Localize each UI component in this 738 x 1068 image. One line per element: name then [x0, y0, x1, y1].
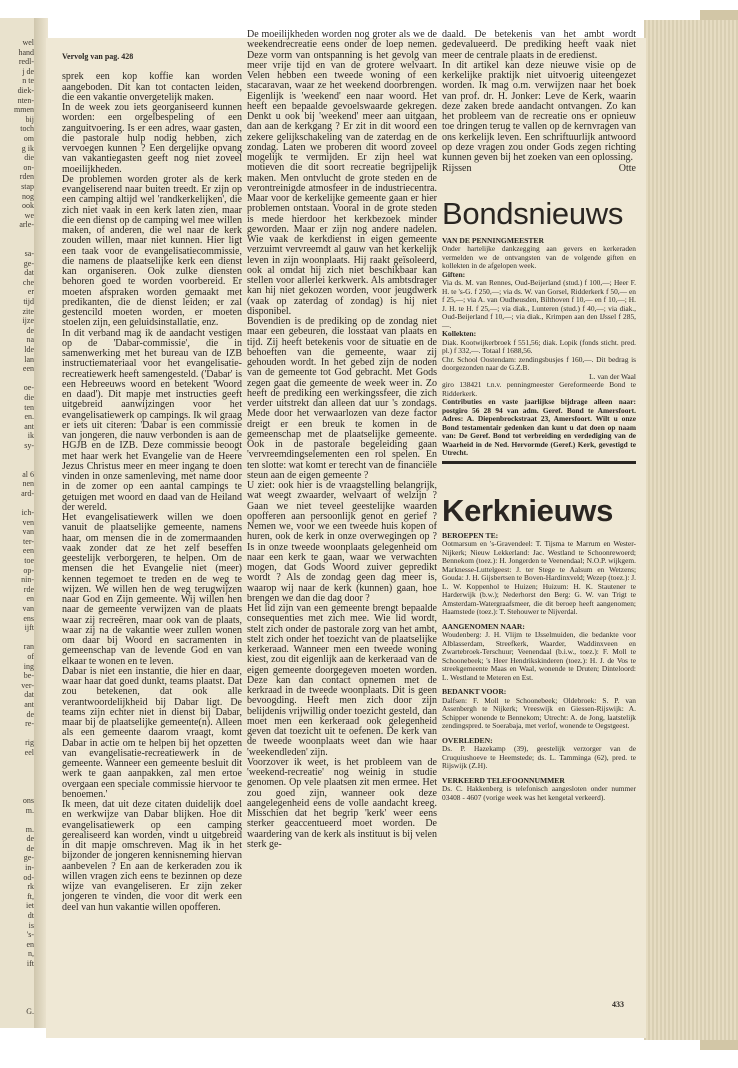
previous-page-fragment: G. [26, 1006, 34, 1016]
giften-label: Giften: [442, 269, 466, 279]
previous-page-fragment: ant [24, 699, 34, 709]
previous-page-fragment: ons [22, 795, 34, 805]
previous-page-fragment: od- [23, 872, 34, 882]
paragraph: Ik meen, dat uit deze citaten duidelijk doel en werkwijze van Dabar blijken. Hoe dit evangelisatiewerk op een camping gerealiseerd kan worden, vindt u uitgebreid in dit mapje omschreven. Mag ik in het bijzonder de jongeren kennisneming hiervan aanbevelen ? En aan de kerkeraden zou ik willen vragen zich eens te bezinnen op deze wijze van evangeliseren. Er zijn zeker jongeren te vinden, die voor dit werk een deel van hun vakantie willen opofferen. [62, 799, 242, 913]
article-signature [442, 164, 636, 174]
intro: Onder hartelijke dankzegging aan gevers en kerkeraden vermelden we de ontvangsten van de volgende giften en kollekten in de afgelopen week. [442, 244, 636, 270]
section-text: Ootmarsum en 's-Gravendeel: T. Tijsma te Marrum en Wester-Nijkerk; Nieuw Lekkerland: Jac. Westland te Schoonrewoerd; Bennekom (toez.): H. Jongerden te Veenendaal; N.O.P. wijkgem. Marknesse-Luttelgeest: J. ter Stege te Aalsum en Wetzens; Gouda: J. H. Gijsbertsen te Boven-Hardinxveld; Wezep (toez.): J. L. W. Koppenhol te Huizen; Huizum: H. K. Stautener te Harderwijk (b.w.); Nederhorst den Berg: G. W. van Trigt te Amsterdam-Watergraafsmeer, die dit beroep heeft aangenomen; Haamstede (toez.): T. Stehouwer te Nijverdal. [442, 539, 636, 616]
previous-page-fragment: dat [24, 690, 34, 700]
paragraph: De moeilijkheden worden nog groter als we de weekendrecreatie eens onder de loep nemen. Deze vorm van ontspanning is het gevolg van meer vrije tijd en van de grotere welvaart. Velen hebben een tweede woning of een stacaravan, waar ze het weekend doorbrengen. Eigenlijk is 'weekend' een naar woord. Het heeft een bepaalde gevoelswaarde gekregen. Denkt u ook bij 'weekend' meer aan uitgaan, dan aan de kerkgang ? Er zit in dit woord een zekere gelijkschakeling van de zaterdag en de zondag. Laten we proberen dit woord zoveel mogelijk te vermijden. Er zijn heel wat motieven die dit soort recreatie begrijpelijk maken. Men ontvlucht de grote steden en de verontreinigde atmosfeer in de industriecentra. Maar voor de kerkelijke gemeente gaan er hier problemen ontstaan. Vooral in de grote steden is mede hierdoor het kerkbezoek minder geworden. Maar er zijn nog andere nadelen. Wie vaak de kerkdienst in eigen gemeente verzuimt vervreemdt al gauw van het kerkelijk leven in zijn woonplaats. Hij raakt geïsoleerd, ook al omdat hij zich niet beschikbaar kan stellen voor allerlei kerkwerk. Als ambtsdrager kan hij niet gekozen worden, voor jeugdwerk (vaak op zaterdag of zondag) is hij niet disponibel. [247, 29, 437, 317]
section-heading: VERKEERD TELEFOONNUMMER [442, 775, 565, 785]
previous-page-fragment: om [23, 133, 34, 143]
previous-page-fragment: rig [25, 738, 34, 748]
paragraph: Dabar is niet een instantie, die hier en daar, waar haar dat goed dunkt, teams plaatst. Dat zou betekenen, dat ook alle verantwoordelijkheid bij Dabar ligt. De teams zijn echter niet in dienst bij Dabar, maar bij de plaatselijke gemeente(n). Alleen als een gemeente daarom vraagt, komt Dabar in actie om te helpen bij het opzetten van evangelisatie-recreatiewerk in de gemeente. Wanneer een gemeente besluit dit werk te gaan aanpakken, zal men ertoe overgaan een speciale commissie hiervoor te benoemen.' [62, 665, 242, 800]
previous-page-fragment: lan [24, 354, 34, 364]
kerknieuws-section [442, 532, 636, 803]
kollekten-label: Kollekten: [442, 329, 477, 338]
paragraph: sprek een kop koffie kan worden aangeboden. Dit kan tot contacten leiden, die een vakantie onvergetelijk maken. [62, 71, 242, 103]
previous-page-fragment: lde [24, 345, 34, 354]
paragraph: Bovendien is de prediking op de zondag niet maar een gebeuren, die losstaat van plaats en tijd. Zij heeft betekenis voor de situatie en de behoeften van die gemeente, waar zij gehouden wordt. In het gebed zijn de noden van de gemeente tot God gebracht. Met Gods zegen gaat die gemeente de week weer in. Zo heeft de prediking een werkingssfeer, die zich verder uitstrekt dan alleen dat uur 's zondags. Mede door het verwaarlozen van deze factor dreigt er een breuk te komen in de gemeenschap met de plaatselijke gemeente. Ook in de pastorale begeleiding gaan 'vervreemdingselementen een rol spelen. En ten slotte: wat komt er terecht van de financiële steun aan de eigen gemeente ? [247, 316, 437, 481]
previous-page-fragment: wel [22, 38, 34, 47]
previous-page-fragment: bij [25, 114, 34, 124]
previous-page-fragment: ge- [23, 258, 34, 268]
previous-page-fragment: sy- [24, 440, 34, 450]
divider-rule [442, 461, 636, 464]
previous-page-fragment: een [22, 364, 34, 374]
paragraph: Het lid zijn van een gemeente brengt bepaalde consequenties met zich mee. Wie lid wordt, stelt zich onder de pastorale zorg van het ambt, stelt zich onder het toezicht van de plaatselijke kerkeraad. Wanneer men een tweede woning kiest, zou dit eigenlijk aan de kerkeraad van de eigen gemeente doorgegeven moeten worden. Deze kan dan contact opnemen met de kerkraad in de tweede woonplaats. Dit is geen bevoogding. Heeft men zich door zijn belijdenis vrijwillig onder toezicht gesteld, dan moet men een kerkeraad ook gelegenheid geven dat toezicht uit te oefenen. De kerk van de tweede woonplaats weet dan wie haar 'weekendleden' zijn. [247, 603, 437, 758]
previous-page-fragment: dat [24, 268, 34, 278]
kerknieuws-heading: Kerknieuws [442, 492, 614, 528]
previous-page-fragment: diek- [17, 85, 34, 95]
section-heading: BEDANKT VOOR: [442, 687, 507, 696]
previous-page-fragment: ing [23, 661, 34, 671]
bondsnieuws-heading: Bondsnieuws [442, 195, 624, 231]
previous-page-fragment: ijze [22, 316, 34, 326]
previous-page-fragment: toe [24, 556, 34, 566]
treasurer-name: L. van der Waal [589, 371, 636, 381]
section-heading: BEROEPEN TE: [442, 530, 499, 540]
previous-page-fragment: che [22, 277, 34, 287]
kollekten-list: Diak. Kootwijkerbroek f 551,56; diak. Lopik (fonds sticht. pred. pl.) f 332,—. Totaal f 1688,56. [442, 337, 636, 355]
section-heading: AANGENOMEN NAAR: [442, 621, 525, 631]
previous-page-fragment: ran [23, 642, 34, 652]
previous-page-fragment: sa- [24, 249, 34, 259]
previous-page-fragment: en. [24, 412, 34, 422]
previous-page-fragment: redl- [18, 57, 34, 67]
previous-page-fragment: ft, [27, 891, 34, 901]
page-number: 433 [612, 1000, 624, 1009]
previous-page-fragment: na [26, 335, 34, 345]
giro-line: giro 138421 t.n.v. penningmeester Gereformeerde Bond te Ridderkerk. [442, 380, 636, 398]
previous-page-fragment: n, [28, 949, 34, 959]
previous-page-fragment: en [26, 594, 34, 604]
previous-page-fragment: al 6 [22, 469, 34, 479]
previous-page-fragment: de [26, 843, 34, 853]
paragraph: In dit verband mag ik de aandacht vestigen op de 'Dabar-commissie', die in samenwerking met het bureau van de IZB instructiemateriaal voor het evangelisatie-recreatiewerk heeft samengesteld. ('Dabar' is een Hebreeuws woord en betekent 'Woord en daad'). Dit mapje met instructies geeft uitgebreid aanwijzingen voor het evangelisatiewerk op campings. Ik wil graag er iets uit citeren: 'Dabar is een commissie van jongeren, die nauw verbonden is aan de HGJB en de IZB. Deze commissie beoogt met haar werk het Evangelie van de Heere Jezus Christus meer en meer ingang te doen vinden in onze samenleving, met name door in de zomer op een aantal campings te getuigen met woord en daad van de Heiland der wereld. [62, 327, 242, 513]
section-heading: OVERLEDEN: [442, 735, 493, 745]
previous-page-fragment: ven [22, 517, 34, 527]
previous-page-fragment: arle- [19, 220, 34, 230]
previous-page-fragment: nen [22, 479, 34, 489]
previous-page-fragment: be- [23, 671, 34, 681]
previous-page-fragment: on- [23, 162, 34, 172]
section-text: Woudenberg: J. H. Vlijm te IJsselmuiden, die bedankte voor Alblasserdam, Streefkerk, Waarder, Waddinxveen en Zwartebroek-Terschuur; Veenendaal (b.i.w., toez.): F. Moll te Schoonebeek; 's Heer Hendrikskinderen (toez.): H. J. de Vos te streekgemeente Maas en Waal, wonende te Druten; Dinteloord: L. Westland te Meteren en Est. [442, 630, 636, 682]
previous-page-fragment: ge- [23, 853, 34, 863]
previous-page-fragment: ten [24, 402, 34, 412]
previous-page-fragment: ens [23, 613, 34, 623]
previous-page-fragment: ijft [24, 623, 34, 633]
previous-page-fragment: die [24, 392, 34, 402]
school-gift: Chr. School Oostendam: zendingsbusjes f 160,—. Dit bedrag is doorgezonden naar de G.Z.B. [442, 354, 636, 372]
previous-page-fragment: ant [24, 421, 34, 431]
previous-page-fragment: nog [22, 191, 34, 201]
previous-page-fragment: m. [25, 824, 34, 834]
previous-page-fragment: ift [26, 959, 34, 968]
previous-page-fragment: 's- [26, 930, 34, 940]
previous-page-fragment: rde [23, 584, 34, 594]
previous-page-fragment: m. [25, 805, 34, 815]
previous-page-fragment: van [22, 527, 34, 537]
section-text: Ds. C. Hakkenberg is telefonisch aangesloten onder nummer 03408 - 4607 (vorige week was het kengetal verkeerd). [442, 784, 636, 802]
previous-page-fragment: hand [18, 47, 34, 57]
previous-page-fragment: j de [22, 66, 34, 76]
paragraph: In de week zou iets georganiseerd kunnen worden: een orgelbespeling of een zanguitvoering. Is er een adres, waar gasten, die pastorale hulp nodig hebben, zich vervoegen kunnen ? Een dergelijke opvang van vakantiegasten geeft nog niet zoveel moeilijkheden. [62, 102, 242, 175]
bondsnieuws-section [442, 237, 636, 464]
previous-page-fragment: de [26, 325, 34, 335]
previous-page-fragment: ich- [21, 508, 34, 518]
previous-page-fragment: eel [24, 747, 34, 757]
article-column-3 [442, 30, 636, 802]
previous-page-fragment: mmen [14, 105, 34, 115]
previous-page-fragment: oe- [23, 383, 34, 393]
page-stack-edges [644, 20, 738, 1040]
previous-page-fragment: is [28, 920, 34, 930]
paragraph: In dit artikel kan deze nieuwe visie op de kerkelijke praktijk niet uitvoerig uiteengezet worden. Ik mag o.m. verwijzen naar het boek van prof. dr. H. Jonker: Leve de Kerk, waarin deze zaken brede aandacht ontvangen. Zo kan het probleem van de recreatie ons er opnieuw toe dringen terug te vallen op de kernvragen van ons kerkelijk leven. Een schriftuurlijk antwoord op deze vragen zou onder Gods zegen richting kunnen geven bij het zoeken van een oplossing. [442, 59, 636, 163]
previous-page-fragment: of [27, 652, 34, 661]
previous-page-fragment: een [22, 546, 34, 556]
paragraph: De problemen worden groter als de kerk evangeliserend naar buiten treedt. Er zijn op een camping altijd wel 'randkerkelijken', die zich niet vaak in een kerk laten zien, maar die een dienst op de camping wel mee willen maken, of anderen, die wel naar de kerk zouden willen, maar niet kunnen. Hier ligt een taak voor de evangelisatiecommissie, die namens de plaatselijke kerk een dienst kan organiseren. Ook zulke diensten behoren goed te worden voorbereid. Er moeten afspraken worden gemaakt met predikanten, die de dienst leiden; er zal gestencild moeten worden, er moeten stoelen zijn, een geluidsinstallatie, enz. [62, 173, 242, 329]
previous-page-fragment: zite [22, 306, 34, 316]
previous-page-fragment: ver- [21, 680, 34, 690]
paragraph: U ziet: ook hier is de vraagstelling belangrijk, wat weegt zwaarder, welvaart of welzijn ? Gaan we niet teveel geestelijke waarden opofferen aan persoonlijk genot en gerief ? Nemen we, voor we een tweede huis kopen of huren, ook de kerk in onze overwegingen op ? Is in onze tweede woonplaats gelegenheid om naar een kerk te gaan, waar we verwachten mogen, dat Gods Woord zuiver gepredikt wordt ? Als de zondag geen dag meer is, waarop wij naar de kerk (kunnen) gaan, hoe brengen we dan die dag door ? [247, 480, 437, 604]
previous-page-fragment: er [27, 287, 34, 297]
previous-page-fragment: van [22, 604, 34, 614]
previous-page-fragment: de [26, 709, 34, 719]
previous-page-fragment: ter- [23, 536, 34, 546]
paragraph: Voorzover ik weet, is het probleem van de 'weekend-recreatie' nog weinig in studie genomen. Op vele plaatsen zit men ermee. Het zou goed zijn, wanneer ook deze aangelegenheid eens de volle aandacht kreeg. Misschien dat het begrip 'kerk' weer eens sterker geaccentueerd moet worden. De waardering van de kerk als instituut is bij velen sterk ge- [247, 756, 437, 850]
previous-page-fragment: op- [23, 565, 34, 575]
previous-page-fragment: ik [27, 431, 34, 441]
previous-page-fragment: stap [21, 181, 34, 191]
previous-page-fragment: rden [19, 172, 34, 182]
paragraph: Het evangelisatiewerk willen we doen vanuit de plaatselijke gemeente, namens haar, om mensen die in de zomermaanden vaak zonder dat ze het zelf beseffen geestelijk verborgeren, te helpen. Om de mensen die het Evangelie niet (meer) kennen tegemoet te treden en de weg te wijzen. We willen hen de weg terugwijzen naar God en Zijn gemeente. Wij willen hen naar de gemeente verwijzen van de plaats waar zij recreëren, maar ook van de plaats, waar zij na de vakantie weer zullen wonen om daar bij Woord en sacramenten in gemeenschap van de levende God en van elkaar te wonen en te leven. [62, 512, 242, 667]
continued-from-label: Vervolg van pag. 428 [62, 52, 134, 61]
contribution-notice: Contributies en vaste jaarlijkse bijdrage alleen naar: postgiro 56 28 94 van adm. Geref. Bond te Amersfoort. Adres: A. Diepenbrockstraat 23, Amersfoort. Wilt u onze Bond testamentair gedenken dan kunt u dat doen op naam van: De Geref. Bond tot verbreiding en verdediging van de Waarheid in de Ned. Hervormde (Geref.) Kerk, gevestigd te Utrecht. [442, 397, 636, 457]
previous-page-fragment: re- [25, 719, 34, 729]
previous-page-fragment: die [24, 153, 34, 163]
previous-page-fragment: ard- [21, 488, 34, 498]
signature-author: Otte [618, 163, 636, 175]
previous-page-fragment: n te [22, 76, 34, 86]
previous-page-fragment: tijd [23, 297, 34, 307]
subheading: VAN DE PENNINGMEESTER [442, 235, 544, 245]
previous-page-fragment: in- [25, 863, 34, 873]
previous-page-fragment: iet [26, 901, 34, 911]
article-column-1 [62, 52, 242, 913]
giften-list: Via ds. M. van Rennes, Oud-Beijerland (stud.) f 100,—; Heer F. H. te 's-G. f 250,—; via ds. W. van Gorsel, Ridderkerk f 50,— en f 25,—; via A. van Oudheusden, Bilthoven f 10,— en f 10,—; H. J. H. te H. f 25,—; via diak., Lunteren (stud.) f 40,—; via diak., Oud-Beijerland f 10,—; via diak., Krimpen aan den IJssel f 285,—. [442, 278, 636, 330]
previous-page-fragment: nten- [17, 95, 34, 105]
signature-place: Rijssen [442, 163, 472, 175]
section-text: Dalfsen: F. Moll te Schoonebeek; Oldebroek: S. P. van Assenbergh te Nijkerk; Vreeswijk en Giessen-Rijswijk: A. Schipper wonende te Bennekom; Utrecht: A. de Jong, laatstelijk zendingspred. te Soerabaja, met verlof, wonende te Oegstgeest. [442, 695, 636, 730]
previous-page-fragment: nin- [21, 575, 34, 585]
previous-page-fragment: ook [22, 201, 34, 211]
previous-page-fragment: toch [20, 124, 34, 134]
article-column-2 [247, 30, 437, 850]
previous-page-fragment: rk [27, 882, 34, 892]
previous-page-fragment: we [24, 210, 34, 220]
previous-page-fragment: dt [27, 911, 34, 921]
previous-page-fragment: de [26, 834, 34, 844]
previous-page-fragment: g ik [21, 143, 34, 153]
paragraph: daald. De betekenis van het ambt wordt gedevalueerd. De prediking heeft vaak niet meer de centrale plaats in de eredienst. [442, 29, 636, 61]
section-text: Ds. P. Hazekamp (39), geestelijk verzorger van de Cruquiushoeve te Heemstede; ds. L. Tamminga (62), pred. te Rijswijk (Z.H). [442, 744, 636, 770]
previous-page-fragment: en [26, 939, 34, 949]
